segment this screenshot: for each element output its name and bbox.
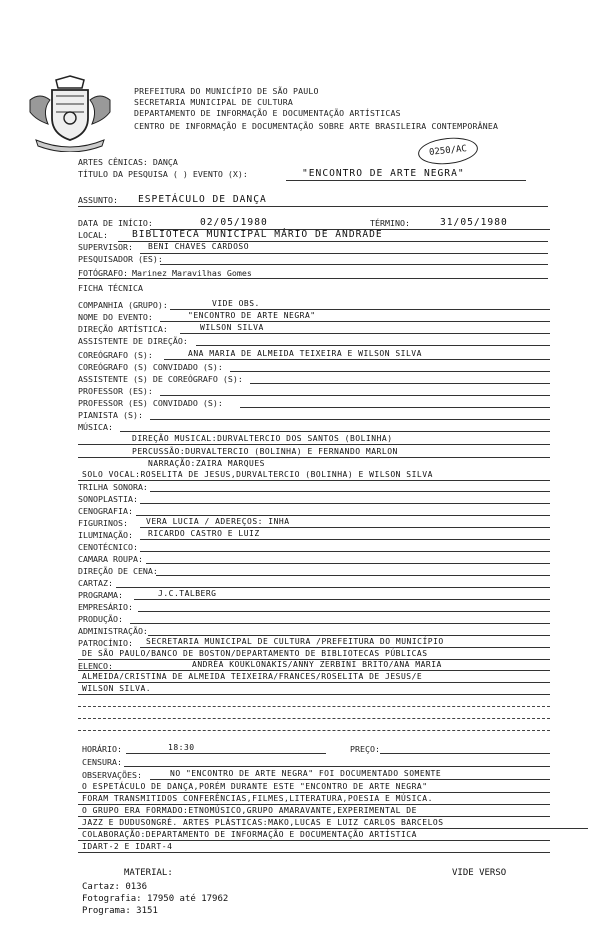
- field-underline: [78, 804, 550, 805]
- local-label: LOCAL:: [78, 230, 108, 240]
- field-underline: [140, 551, 550, 552]
- direcao-artistica-value: WILSON SILVA: [200, 323, 264, 332]
- material-fotografia: Fotografia: 17950 até 17962: [82, 894, 229, 904]
- iluminacao-value: RICARDO CASTRO E LUIZ: [148, 529, 260, 538]
- pianista-label: PIANISTA (S):: [78, 410, 143, 420]
- field-underline: [78, 457, 550, 458]
- direcao-artistica-label: DIREÇÃO ARTÍSTICA:: [78, 324, 168, 334]
- field-underline: [250, 383, 550, 384]
- field-underline: [160, 395, 550, 396]
- city-seal-icon: [22, 70, 118, 152]
- coreografo-value: ANA MARIA DE ALMEIDA TEIXEIRA E WILSON SILVA: [188, 349, 422, 358]
- material-programa: Programa: 3151: [82, 906, 158, 916]
- assunto-underline: [78, 206, 548, 207]
- field-underline: [164, 359, 550, 360]
- supervisor-value: BENI CHAVES CARDOSO: [148, 242, 250, 251]
- cenografia-label: CENOGRAFIA:: [78, 506, 133, 516]
- field-underline: [120, 431, 550, 432]
- ficha-tecnica-title: FICHA TÉCNICA: [78, 283, 143, 293]
- data-inicio-label: DATA DE INÍCIO:: [78, 218, 153, 228]
- nome-evento-value: "ENCONTRO DE ARTE NEGRA": [188, 311, 316, 320]
- observacoes-line: FORAM TRANSMITIDOS CONFERÊNCIAS,FILMES,LITERATURA,POESIA E MÚSICA.: [82, 794, 433, 803]
- field-underline: [126, 753, 326, 754]
- field-underline: [78, 480, 550, 481]
- field-underline: [78, 682, 550, 683]
- elenco-label: ELENCO:: [78, 661, 113, 671]
- field-underline: [240, 407, 550, 408]
- field-underline: [130, 623, 550, 624]
- musica-line: SOLO VOCAL:ROSELITA DE JESUS,DURVALTERCIO (BOLINHA) E WILSON SILVA: [82, 470, 433, 479]
- observacoes-line: O ESPETÁCULO DE DANÇA,PORÉM DURANTE ESTE "ENCONTRO DE ARTE NEGRA": [82, 782, 428, 791]
- observacoes-line: IDART-2 E IDART-4: [82, 842, 173, 851]
- material-cartaz: Cartaz: 0136: [82, 882, 148, 892]
- header-line-3: DEPARTAMENTO DE INFORMAÇÃO E DOCUMENTAÇÃO ARTÍSTICAS: [134, 108, 401, 118]
- empresario-label: EMPRESÁRIO:: [78, 602, 133, 612]
- nome-evento-label: NOME DO EVENTO:: [78, 312, 153, 322]
- figurinos-value: VERA LUCIA / ADEREÇOS: INHA: [146, 517, 290, 526]
- record-stamp: 0250/AC: [417, 135, 479, 167]
- field-underline: [78, 670, 550, 671]
- field-underline: [138, 611, 550, 612]
- termino-value: 31/05/1980: [440, 217, 508, 228]
- field-underline: [148, 635, 550, 636]
- cenotecnico-label: CENOTÉCNICO:: [78, 542, 138, 552]
- field-underline: [140, 539, 550, 540]
- field-underline: [124, 766, 550, 767]
- observacoes-line: JAZZ E DUDUSONGRÉ. ARTES PLÁSTICAS:MAKO,LUCAS E LUIZ CARLOS BARCELOS: [82, 818, 444, 827]
- pesquisador-label: PESQUISADOR (ES):: [78, 254, 163, 264]
- programa-label: PROGRAMA:: [78, 590, 123, 600]
- camara-roupa-label: CAMARA ROUPA:: [78, 554, 143, 564]
- figurinos-label: FIGURINOS:: [78, 518, 128, 528]
- iluminacao-label: ILUMINAÇÃO:: [78, 530, 133, 540]
- censura-label: CENSURA:: [82, 757, 122, 767]
- observacoes-label: OBSERVAÇÕES:: [82, 770, 142, 780]
- artes-cenicas-label: ARTES CÊNICAS: DANÇA: [78, 157, 178, 167]
- horario-value: 18:30: [168, 743, 195, 752]
- field-underline: [160, 321, 550, 322]
- blank-line: [78, 706, 550, 707]
- assistente-coreografo-label: ASSISTENTE (S) DE COREÓGRAFO (S):: [78, 374, 243, 384]
- field-underline: [380, 753, 550, 754]
- assistente-direcao-label: ASSISTENTE DE DIREÇÃO:: [78, 336, 188, 346]
- elenco-line: WILSON SILVA.: [82, 684, 152, 693]
- patrocinio-label: PATROCÍNIO:: [78, 638, 133, 648]
- pesquisador-underline: [160, 264, 548, 265]
- professor-label: PROFESSOR (ES):: [78, 386, 153, 396]
- field-underline: [134, 599, 550, 600]
- field-underline: [78, 840, 550, 841]
- professor-convidado-label: PROFESSOR (ES) CONVIDADO (S):: [78, 398, 223, 408]
- blank-line: [78, 730, 550, 731]
- companhia-value: VIDE OBS.: [212, 299, 260, 308]
- musica-line: PERCUSSÃO:DURVALTERCIO (BOLINHA) E FERNANDO MARLON: [132, 447, 398, 456]
- header-line-4: CENTRO DE INFORMAÇÃO E DOCUMENTAÇÃO SOBRE ARTE BRASILEIRA CONTEMPORÂNEA: [134, 121, 499, 131]
- observacoes-line: COLABORAÇÃO:DEPARTAMENTO DE INFORMAÇÃO E DOCUMENTAÇÃO ARTÍSTICA: [82, 830, 417, 839]
- sonoplastia-label: SONOPLASTIA:: [78, 494, 138, 504]
- programa-value: J.C.TALBERG: [158, 589, 217, 598]
- field-underline: [116, 587, 550, 588]
- fotografo-underline: [78, 278, 548, 279]
- field-underline: [136, 515, 550, 516]
- field-underline: [78, 828, 588, 829]
- field-underline: [78, 816, 550, 817]
- musica-line: NARRAÇÃO:ZAIRA MARQUES: [148, 459, 265, 468]
- musica-label: MÚSICA:: [78, 422, 113, 432]
- elenco-line: ANDRÉA KOUKLONAKIS/ANNY ZERBINI BRITO/ANA MARIA: [192, 660, 442, 669]
- coreografo-convidado-label: COREÓGRAFO (S) CONVIDADO (S):: [78, 362, 223, 372]
- patrocinio-line: SECRETARIA MUNICIPAL DE CULTURA /PREFEITURA DO MUNICÍPIO: [146, 637, 444, 646]
- trilha-sonora-label: TRILHA SONORA:: [78, 482, 148, 492]
- header-line-1: PREFEITURA DO MUNICÍPIO DE SÃO PAULO: [134, 86, 319, 96]
- producao-label: PRODUÇÃO:: [78, 614, 123, 624]
- field-underline: [150, 779, 550, 780]
- field-underline: [78, 694, 550, 695]
- fotografo-value: Marinez Maravilhas Gomes: [132, 268, 252, 278]
- field-underline: [170, 309, 550, 310]
- elenco-line: ALMEIDA/CRISTINA DE ALMEIDA TEIXEIRA/FRANCES/ROSELITA DE JESUS/E: [82, 672, 423, 681]
- titulo-underline: [286, 180, 526, 181]
- field-underline: [78, 444, 550, 445]
- cartaz-label: CARTAZ:: [78, 578, 113, 588]
- termino-label: TÉRMINO:: [370, 218, 410, 228]
- patrocinio-line: DE SÃO PAULO/BANCO DE BOSTON/DEPARTAMENTO DE BIBLIOTECAS PÚBLICAS: [82, 649, 428, 658]
- fotografo-label: FOTÓGRAFO:: [78, 268, 128, 278]
- companhia-label: COMPANHIA (GRUPO):: [78, 300, 168, 310]
- local-value: BIBLIOTECA MUNICIPAL MÁRIO DE ANDRADE: [132, 229, 383, 240]
- observacoes-line: O GRUPO ERA FORMADO:ETNOMÚSICO,GRUPO AMARAVANTE,EXPERIMENTAL DE: [82, 806, 417, 815]
- field-underline: [140, 503, 550, 504]
- field-underline: [150, 419, 550, 420]
- observacoes-line: NO "ENCONTRO DE ARTE NEGRA" FOI DOCUMENTADO SOMENTE: [170, 769, 442, 778]
- supervisor-label: SUPERVISOR:: [78, 242, 133, 252]
- field-underline: [180, 333, 550, 334]
- field-underline: [196, 345, 550, 346]
- coreografo-label: COREÓGRAFO (S):: [78, 350, 153, 360]
- data-inicio-value: 02/05/1980: [200, 217, 268, 228]
- musica-line: DIREÇÃO MUSICAL:DURVALTERCIO DOS SANTOS (BOLINHA): [132, 434, 393, 443]
- material-label: MATERIAL:: [124, 868, 173, 878]
- direcao-cena-label: DIREÇÃO DE CENA:: [78, 566, 158, 576]
- field-underline: [150, 491, 550, 492]
- titulo-label: TÍTULO DA PESQUISA ( ) EVENTO (X):: [78, 169, 248, 179]
- field-underline: [156, 575, 550, 576]
- assunto-label: ASSUNTO:: [78, 195, 118, 205]
- titulo-value: "ENCONTRO DE ARTE NEGRA": [302, 168, 465, 179]
- horario-label: HORÁRIO:: [82, 744, 122, 754]
- supervisor-underline: [140, 253, 548, 254]
- blank-line: [78, 718, 550, 719]
- field-underline: [140, 527, 550, 528]
- field-underline: [78, 792, 550, 793]
- administracao-label: ADMINISTRAÇÃO:: [78, 626, 148, 636]
- field-underline: [230, 371, 550, 372]
- preco-label: PREÇO:: [350, 744, 380, 754]
- field-underline: [140, 647, 550, 648]
- vide-verso-note: VIDE VERSO: [452, 868, 507, 878]
- header-line-2: SECRETARIA MUNICIPAL DE CULTURA: [134, 97, 294, 107]
- field-underline: [146, 563, 550, 564]
- assunto-value: ESPETÁCULO DE DANÇA: [138, 194, 267, 205]
- field-underline: [78, 852, 550, 853]
